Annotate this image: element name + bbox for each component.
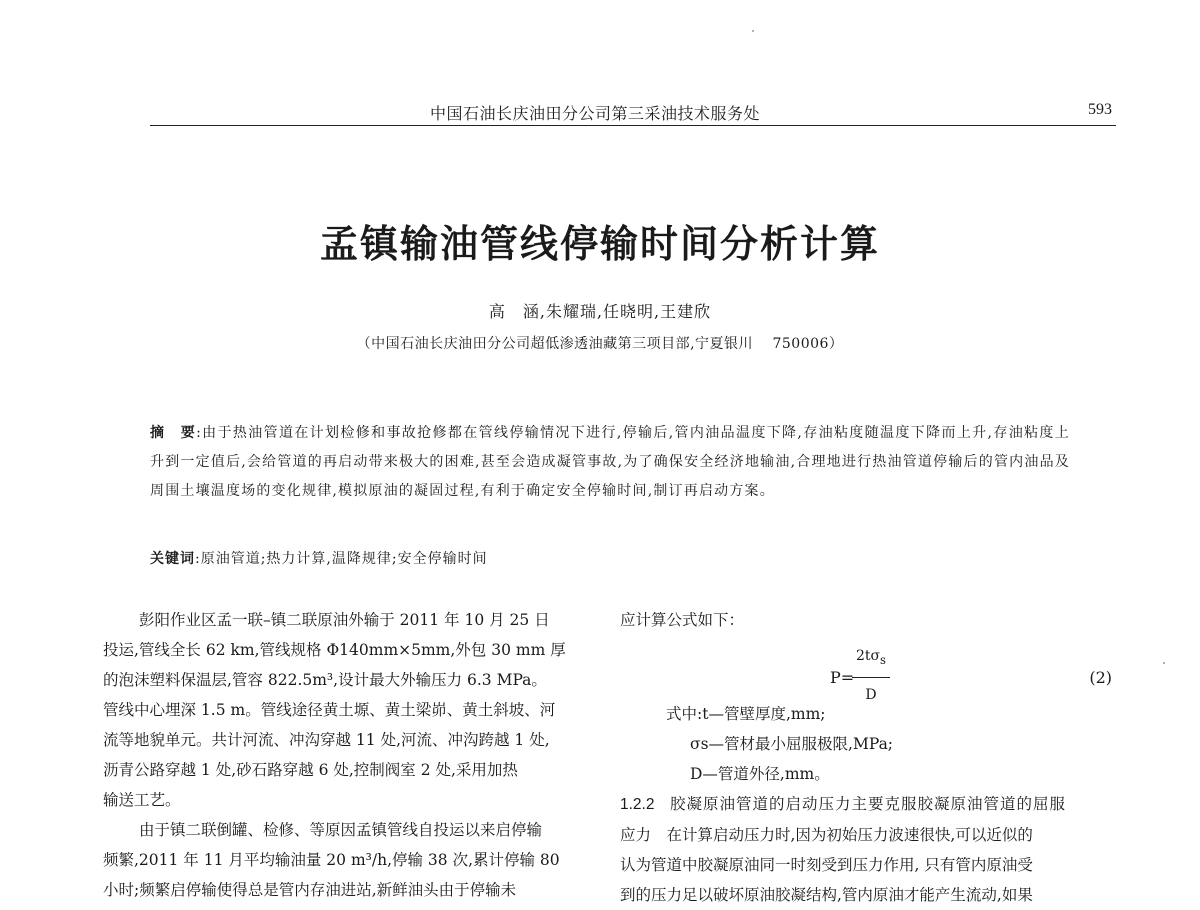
subheading-1-2-2 xyxy=(620,789,1116,820)
running-header xyxy=(150,101,1116,126)
formula-fraction xyxy=(852,641,890,710)
formula-lhs: P= xyxy=(830,668,855,687)
paragraph-line: 频繁,2011 年 11 月平均输油量 20 m³/h,停输 38 次,累计停输 80 xyxy=(103,851,560,869)
paragraph-line: 流等地貌单元。共计河流、冲沟穿越 11 处,河流、冲沟跨越 1 处, xyxy=(103,731,550,749)
scan-speck xyxy=(752,30,754,32)
paragraph-line: 管线中心埋深 1.5 m。管线途径黄土塬、黄土梁峁、黄土斜坡、河 xyxy=(103,701,556,719)
scan-speck xyxy=(1163,662,1165,664)
author-list: 高 涵,朱耀瑞,任晓明,王建欣 xyxy=(488,302,712,321)
paragraph-line: 小时;频繁启停输使得总是管内存油进站,新鲜油头由于停输未 xyxy=(103,881,517,899)
formula-denominator: D xyxy=(865,686,877,703)
where-line: σs—管材最小屈服极限,MPa; xyxy=(690,735,894,753)
affiliation: （中国石油长庆油田分公司超低渗透油藏第三项目部,宁夏银川 750006） xyxy=(356,336,844,352)
fraction-bar xyxy=(852,677,890,678)
abstract-colon: : xyxy=(196,425,202,441)
paragraph-line: 认为管道中胶凝原油同一时刻受到压力作用, 只有管内原油受 xyxy=(620,856,1033,874)
keywords: 关键词:原油管道;热力计算,温降规律;安全停输时间 xyxy=(150,551,488,567)
abstract-text: 由于热油管道在计划检修和事故抢修都在管线停输情况下进行,停输后,管内油品温度下降,存油粘度随温度下降而上升,存油粘度上升到一定值后,会给管道的再启动带来极大的困难,甚至会造成凝管事故,为了确保安全经济地输油,合理地进行热油管道停输后的管内油品及周围土壤温度场的变化规律,模拟原油的凝固过程,有利于确定安全停输时间,制订再启动方案。 xyxy=(150,425,1070,499)
page-number: 593 xyxy=(1088,101,1112,118)
paragraph-line: 的泡沫塑料保温层,管容 822.5m³,设计最大外输压力 6.3 MPa。 xyxy=(103,671,547,689)
abstract xyxy=(150,419,1070,506)
subheading-number: 1.2.2 xyxy=(620,796,655,813)
where-line: 式中:t—管壁厚度,mm; xyxy=(666,705,826,723)
paragraph-line: 应力 在计算启动压力时,因为初始压力波速很快,可以近似的 xyxy=(620,826,1033,844)
paragraph-line: 彭阳作业区孟一联–镇二联原油外输于 2011 年 10 月 25 日 xyxy=(139,611,550,629)
paragraph-line: 由于镇二联倒罐、检修、等原因孟镇管线自投运以来启停输 xyxy=(139,821,543,839)
paper-title: 孟镇输油管线停输时间分析计算 xyxy=(319,221,880,266)
keywords-text: 原油管道;热力计算,温降规律;安全停输时间 xyxy=(200,551,488,567)
paragraph-line: 应计算公式如下： xyxy=(620,611,745,629)
keywords-label: 关键词 xyxy=(150,551,195,567)
paragraph-line: 投运,管线全长 62 km,管线规格 Φ140mm×5mm,外包 30 mm 厚 xyxy=(103,641,566,659)
formula-numerator: $2t\sigma_s$ xyxy=(855,648,887,667)
equation-number: (2) xyxy=(1089,668,1112,687)
where-line: D—管道外径,mm。 xyxy=(690,765,830,783)
paragraph-line: 沥青公路穿越 1 处,砂石路穿越 6 处,控制阀室 2 处,采用加热 xyxy=(103,761,518,779)
equation-2 xyxy=(620,635,1116,703)
abstract-label: 摘 要 xyxy=(150,425,197,441)
paragraph-line: 到的压力足以破坏原油胶凝结构,管内原油才能产生流动,如果 xyxy=(620,886,1033,904)
running-title: 中国石油长庆油田分公司第三采油技术服务处 xyxy=(430,104,761,123)
left-column xyxy=(103,605,601,905)
right-column xyxy=(620,605,1116,910)
subheading-text: 胶凝原油管道的启动压力主要克服胶凝原油管道的屈服 xyxy=(670,795,1067,813)
paragraph-line: 输送工艺。 xyxy=(103,791,181,809)
